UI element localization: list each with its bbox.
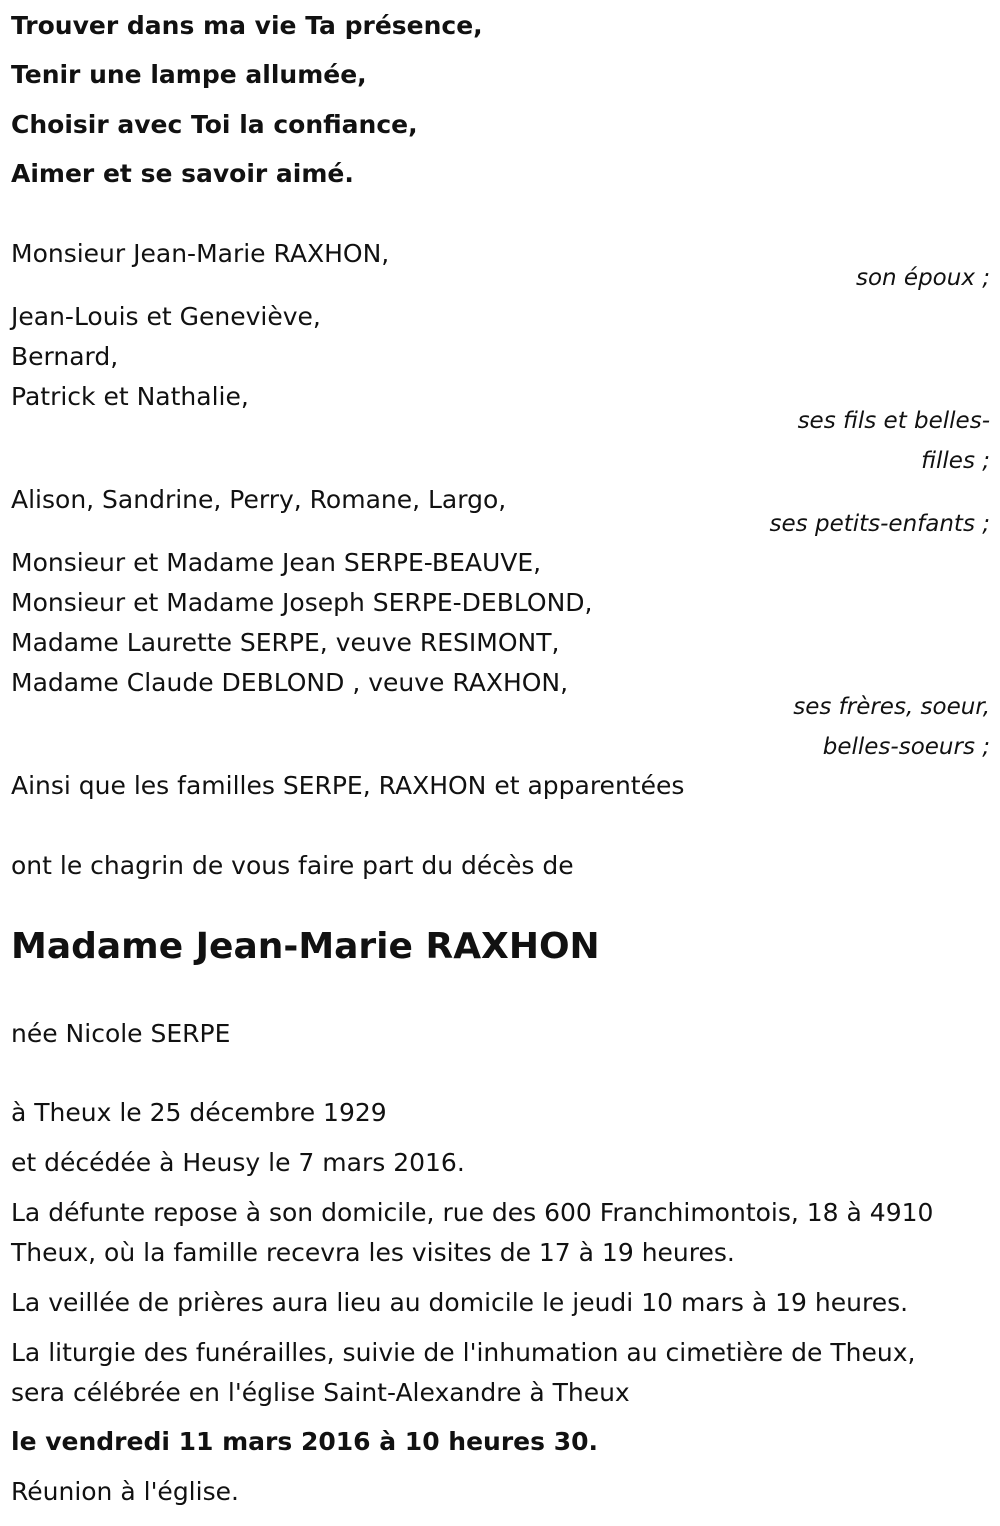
sibling-line-4: Madame Claude DEBLOND , veuve RAXHON,	[11, 668, 569, 697]
deceased-name: Madame Jean-Marie RAXHON	[11, 926, 600, 967]
grandchildren: Alison, Sandrine, Perry, Romane, Largo,	[11, 485, 507, 514]
sibling-line-1: Monsieur et Madame Jean SERPE-BEAUVE,	[11, 548, 542, 577]
sibling-line-3: Madame Laurette SERPE, veuve RESIMONT,	[11, 628, 560, 657]
poem-line-4: Aimer et se savoir aimé.	[11, 159, 354, 188]
poem-line-2: Tenir une lampe allumée,	[11, 60, 367, 89]
funeral-datetime: le vendredi 11 mars 2016 à 10 heures 30.	[11, 1427, 599, 1456]
spouse-role: son époux ;	[855, 265, 990, 291]
sibling-line-2: Monsieur et Madame Joseph SERPE-DEBLOND,	[11, 588, 593, 617]
siblings-role-line-2: belles-soeurs ;	[822, 734, 990, 760]
rest-line-1: La défunte repose à son domicile, rue des 600 Franchimontois, 18 à 4910	[11, 1198, 934, 1227]
meeting-line: Réunion à l'église.	[11, 1477, 239, 1506]
birth-line: à Theux le 25 décembre 1929	[11, 1098, 387, 1127]
sons-role-line-1: ses fils et belles-	[797, 408, 990, 434]
announcement: ont le chagrin de vous faire part du décès de	[11, 851, 574, 880]
siblings-role-line-1: ses frères, soeur,	[793, 694, 990, 720]
sons-role-line-2: filles ;	[921, 448, 990, 474]
poem-line-3: Choisir avec Toi la confiance,	[11, 110, 418, 139]
families-line: Ainsi que les familles SERPE, RAXHON et apparentées	[11, 771, 685, 800]
son-line-1: Jean-Louis et Geneviève,	[11, 302, 321, 331]
liturgy-line-1: La liturgie des funérailles, suivie de l'inhumation au cimetière de Theux,	[11, 1338, 916, 1367]
son-line-2: Bernard,	[11, 342, 119, 371]
son-line-3: Patrick et Nathalie,	[11, 382, 249, 411]
deceased-nee: née Nicole SERPE	[11, 1019, 231, 1048]
grandchildren-role: ses petits-enfants ;	[769, 511, 990, 537]
rest-line-2: Theux, où la famille recevra les visites de 17 à 19 heures.	[11, 1238, 735, 1267]
spouse-name: Monsieur Jean-Marie RAXHON,	[11, 239, 390, 268]
death-line: et décédée à Heusy le 7 mars 2016.	[11, 1148, 465, 1177]
liturgy-line-2: sera célébrée en l'église Saint-Alexandre à Theux	[11, 1378, 630, 1407]
poem-line-1: Trouver dans ma vie Ta présence,	[11, 11, 483, 40]
vigil-line: La veillée de prières aura lieu au domicile le jeudi 10 mars à 19 heures.	[11, 1288, 909, 1317]
